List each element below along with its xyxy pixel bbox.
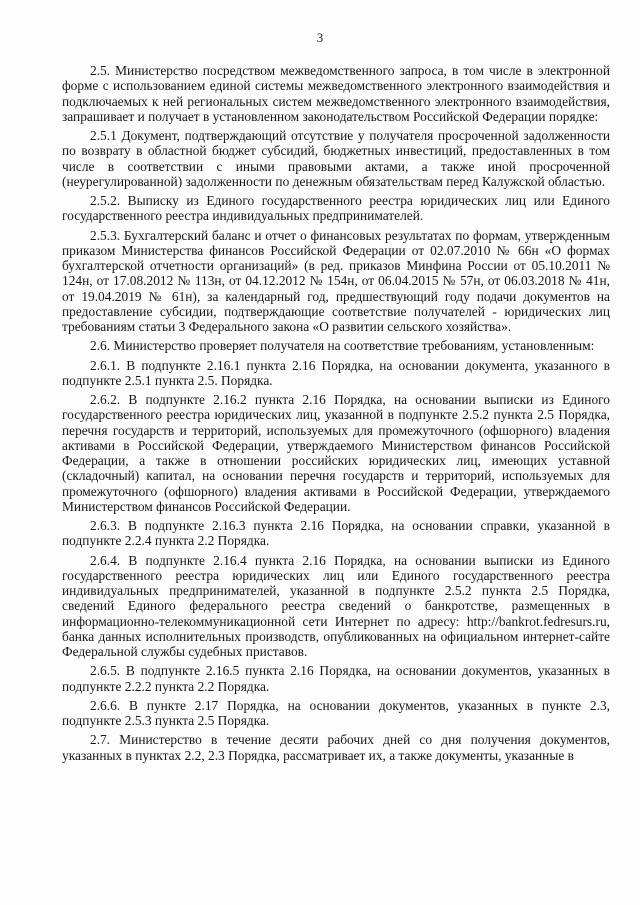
paragraph-2-5-1: 2.5.1 Документ, подтверждающий отсутствие у получателя просроченной задолженности по возврату в областной бюджет субсидий, бюджетных инвестиций, предоставленных в том числе в соответствии с иными правовыми актами, а также иной просроченной (неурегулированной) задолженности по денежным обязательствам перед Калужской областью. — [62, 128, 610, 189]
paragraph-2-6-5: 2.6.5. В подпункте 2.16.5 пункта 2.16 Порядка, на основании документов, указанных в подпункте 2.2.2 пункта 2.2 Порядка. — [62, 663, 610, 694]
document-body — [62, 63, 610, 767]
paragraph-2-6: 2.6. Министерство проверяет получателя на соответствие требованиям, установленным: — [90, 338, 595, 354]
paragraph-2-5-3: 2.5.3. Бухгалтерский баланс и отчет о финансовых результатах по формам, утвержденным приказом Министерства финансов Российской Федерации от 02.07.2010 № 66н «О формах бухгалтерской отчетности организаций» (в ред. приказов Минфина России от 05.10.2011 № 124н, от 17.08.2012 № 113н, от 04.12.2012 № 154н, от 06.04.2015 № 57н, от 06.03.2018 № 41н, от 19.04.2019 № 61н), за календарный год, предшествующий году подачи документов на предоставление субсидии, подтверждающие соответствие получателей - юридических лиц требованиям статьи 3 Федерального закона «О развитии сельского хозяйства». — [62, 227, 610, 334]
page-number: 3 — [316, 30, 324, 45]
paragraph-2-7: 2.7. Министерство в течение десяти рабочих дней со дня получения документов, указанных в пунктах 2.2, 2.3 Порядка, рассматривает их, а также документы, указанные в — [62, 732, 610, 763]
paragraph-2-6-3: 2.6.3. В подпункте 2.16.3 пункта 2.16 Порядка, на основании справки, указанной в подпункте 2.2.4 пункта 2.2 Порядка. — [62, 518, 610, 549]
paragraph-2-5: 2.5. Министерство посредством межведомственного запроса, в том числе в электронной форме с использованием единой системы межведомственного электронного взаимодействия и подключаемых к ней региональных систем межведомственного электронного взаимодействия, запрашивает и получает в установленном законодательством Российской Федерации порядке: — [62, 63, 610, 124]
paragraph-2-6-6: 2.6.6. В пункте 2.17 Порядка, на основании документов, указанных в пункте 2.3, подпункте 2.5.3 пункта 2.5 Порядка. — [62, 697, 610, 728]
paragraph-2-6-1: 2.6.1. В подпункте 2.16.1 пункта 2.16 Порядка, на основании документа, указанного в подпункте 2.5.1 пункта 2.5. Порядка. — [62, 357, 610, 388]
paragraph-2-6-4: 2.6.4. В подпункте 2.16.4 пункта 2.16 Порядка, на основании выписки из Единого государственного реестра юридических лиц или Единого государственного реестра индивидуальных предпринимателей, указанной в подпункте 2.5.2 пункта 2.5 Порядка, сведений Единого федерального реестра сведений о банкротстве, размещенных в информационно-телекоммуникационной сети Интернет по адресу: http://bankrot.fedresurs.ru, банка данных исполнительных производств, опубликованных на официальном интернет-сайте Федеральной службы судебных приставов. — [62, 552, 610, 659]
paragraph-2-5-2: 2.5.2. Выписку из Единого государственного реестра юридических лиц или Единого государственного реестра индивидуальных предпринимателей. — [62, 193, 610, 224]
paragraph-2-6-2: 2.6.2. В подпункте 2.16.2 пункта 2.16 Порядка, на основании выписки из Единого государственного реестра юридических лиц, указанной в подпункте 2.5.2 пункта 2.5 Порядка, перечня государств и территорий, используемых для промежуточного (офшорного) владения активами в Российской Федерации, утверждаемого Министерством финансов Российской Федерации, а также в отношении российских юридических лиц, имеющих уставной (складочный) капитал, на основании перечня государств и территорий, используемых для промежуточного (офшорного) владения активами в Российской Федерации, утверждаемого Министерством финансов Российской Федерации. — [62, 392, 610, 514]
